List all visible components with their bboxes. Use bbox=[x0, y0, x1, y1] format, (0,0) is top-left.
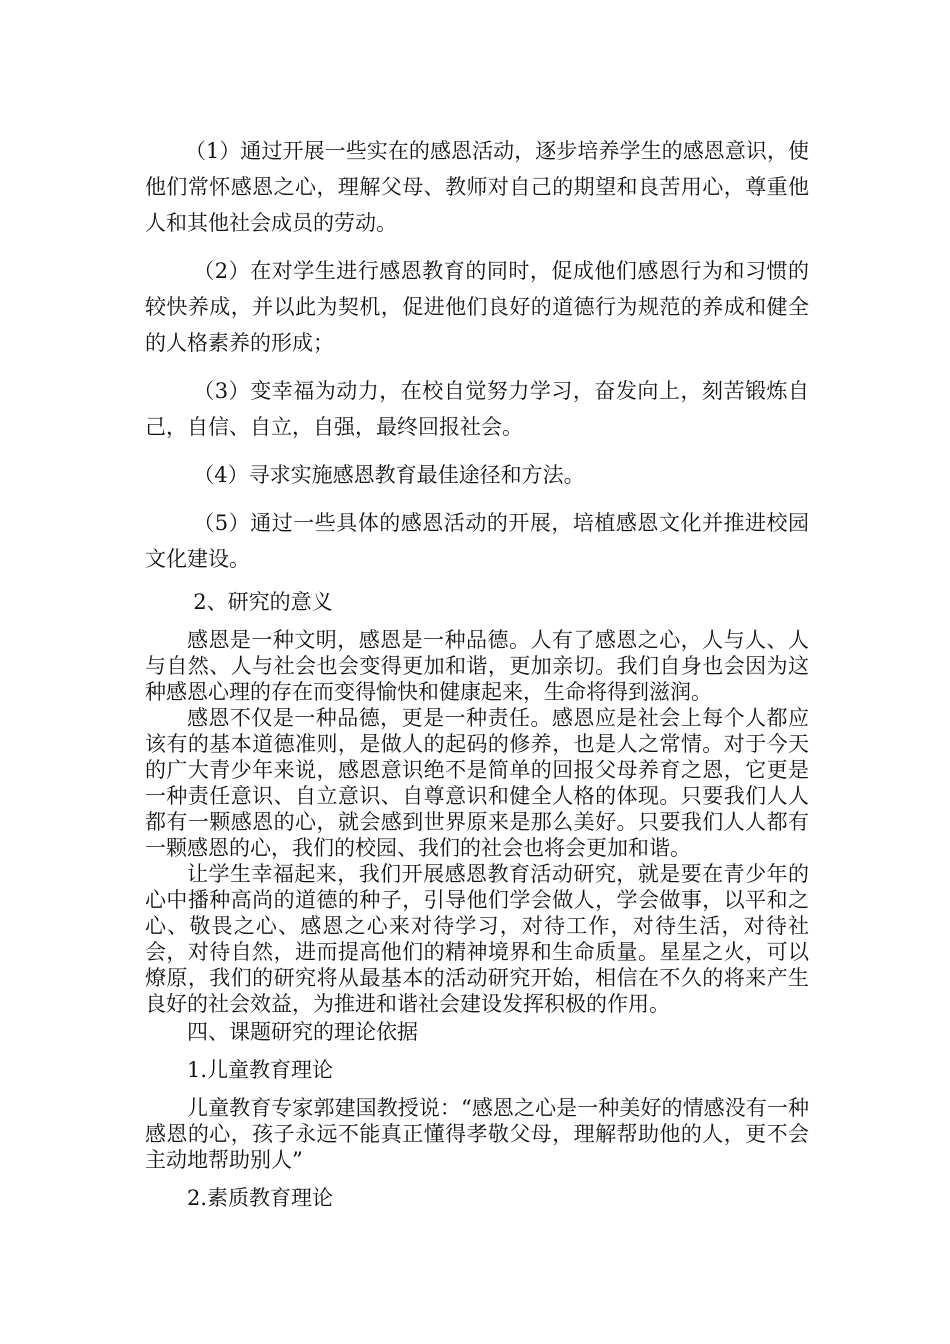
significance-paragraph-1: 感恩是一种文明，感恩是一种品德。人有了感恩之心，人与人、人与自然、人与社会也会变得更加和谐，更加亲切。我们自身也会因为这种感恩心理的存在而变得愉快和健康起来，生命将得到滋润。 bbox=[145, 628, 809, 704]
section-heading-significance: 2、研究的意义 bbox=[193, 590, 333, 614]
subheading-child-education-theory: 1.儿童教育理论 bbox=[187, 1058, 334, 1082]
objective-paragraph-4: （4）寻求实施感恩教育最佳途径和方法。 bbox=[193, 463, 585, 487]
objective-paragraph-2: （2）在对学生进行感恩教育的同时，促成他们感恩行为和习惯的较快养成，并以此为契机，促进他们良好的道德行为规范的养成和健全的人格素养的形成； bbox=[145, 259, 809, 355]
section-heading-theory: 四、课题研究的理论依据 bbox=[187, 1020, 418, 1044]
significance-paragraph-3: 让学生幸福起来，我们开展感恩教育活动研究，就是要在青少年的心中播种高尚的道德的种子，引导他们学会做人，学会做事，以平和之心、敬畏之心、感恩之心来对待学习，对待工作，对待生活，对待社会，对待自然，进而提高他们的精神境界和生命质量。星星之火，可以燎原，我们的研究将从最基本的活动研究开始，相信在不久的将来产生良好的社会效益，为推进和谐社会建设发挥积极的作用。 bbox=[145, 862, 809, 1016]
child-education-paragraph: 儿童教育专家郭建国教授说：“感恩之心是一种美好的情感没有一种感恩的心，孩子永远不能真正懂得孝敬父母，理解帮助他的人，更不会主动地帮助别人” bbox=[145, 1096, 809, 1172]
objective-paragraph-5: （5）通过一些具体的感恩活动的开展，培植感恩文化并推进校园文化建设。 bbox=[145, 511, 809, 571]
objective-paragraph-1: （1）通过开展一些实在的感恩活动，逐步培养学生的感恩意识，使他们常怀感恩之心，理解父母、教师对自己的期望和良苦用心，尊重他人和其他社会成员的劳动。 bbox=[145, 139, 809, 235]
objective-paragraph-3: （3）变幸福为动力，在校自觉努力学习，奋发向上，刻苦锻炼自己，自信、自立，自强，最终回报社会。 bbox=[145, 379, 809, 439]
significance-paragraph-2: 感恩不仅是一种品德，更是一种责任。感恩应是社会上每个人都应该有的基本道德准则，是做人的起码的修养，也是人之常情。对于今天的广大青少年来说，感恩意识绝不是简单的回报父母养育之恩，它更是一种责任意识、自立意识、自尊意识和健全人格的体现。只要我们人人都有一颗感恩的心，就会感到世界原来是那么美好。只要我们人人都有一颗感恩的心，我们的校园、我们的社会也将会更加和谐。 bbox=[145, 706, 809, 860]
subheading-quality-education-theory: 2.素质教育理论 bbox=[187, 1186, 334, 1210]
document-body bbox=[145, 133, 809, 1211]
